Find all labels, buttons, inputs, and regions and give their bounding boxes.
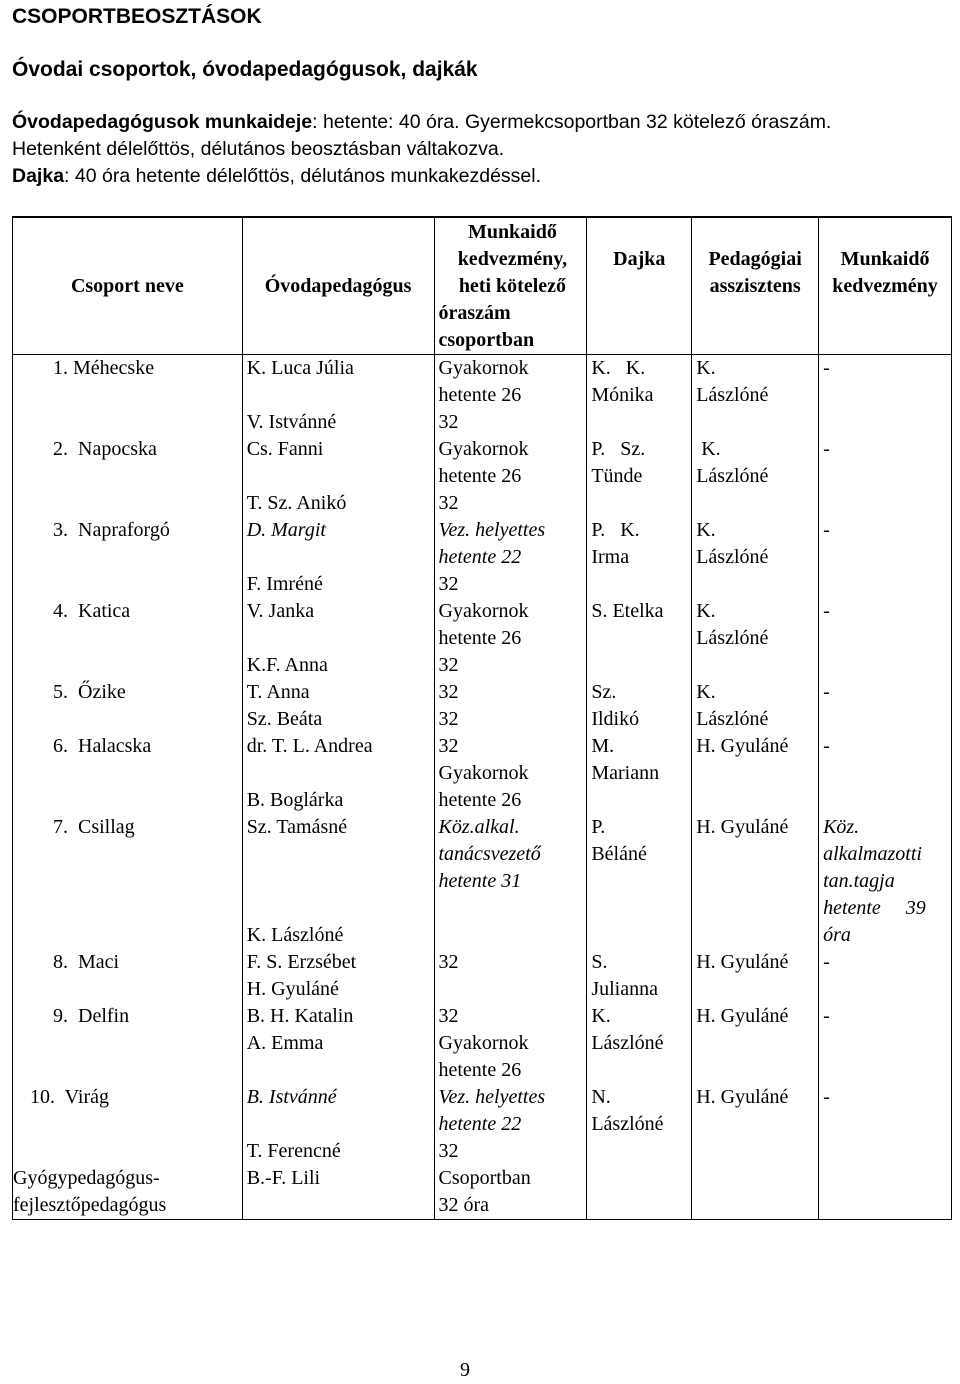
group-line: 10. Virág [30, 1086, 109, 1108]
teacher-line: Cs. Fanni [246, 438, 324, 460]
group-cell [13, 1084, 243, 1165]
assistant-cell [692, 679, 819, 733]
assistant-line: K. [696, 357, 716, 379]
teacher-line: K. Luca Júlia [246, 357, 354, 379]
nanny-cell [587, 517, 692, 598]
assistant-line: Lászlóné [696, 546, 769, 568]
assistant-line: H. Gyuláné [696, 735, 789, 757]
teacher-cell [242, 814, 434, 949]
group-line [30, 1138, 242, 1165]
table-row [13, 949, 952, 1003]
hours-line: 32 [438, 951, 459, 973]
hours-line: hetente 26 [438, 465, 522, 487]
benefit-cell [819, 598, 952, 679]
nanny-line: K. [591, 1005, 611, 1027]
teacher-line: A. Emma [246, 1032, 324, 1054]
group-line [30, 1111, 242, 1138]
teacher-cell [242, 436, 434, 517]
benefit-cell [819, 733, 952, 814]
group-line [53, 976, 242, 1003]
table-row [13, 517, 952, 598]
hours-line: Vez. helyettes [438, 1086, 546, 1108]
header-nanny-label: Dajka [613, 248, 666, 270]
teacher-cell [242, 733, 434, 814]
group-line: 5. Őzike [53, 681, 126, 703]
group-line [53, 571, 242, 598]
hours-line: 32 [438, 492, 459, 514]
group-cell [13, 949, 243, 1003]
assistant-cell [692, 436, 819, 517]
hours-line: 32 [438, 1140, 459, 1162]
header-assistant-line: Pedagógiai [708, 248, 802, 270]
assistant-line: K. [696, 600, 716, 622]
teacher-line [247, 1111, 434, 1138]
teacher-line: Sz. Tamásné [246, 816, 348, 838]
nanny-line: P. K. [591, 519, 640, 541]
hours-line: Gyakornok [438, 600, 529, 622]
header-group-label: Csoport neve [70, 274, 184, 297]
benefit-cell [819, 436, 952, 517]
nanny-line: S. [591, 951, 608, 973]
group-line: 4. Katica [53, 600, 131, 622]
table-row [13, 1084, 952, 1165]
teacher-line: T. Ferencné [246, 1140, 341, 1162]
teacher-cell [242, 517, 434, 598]
header-hours-line: csoportban [438, 328, 535, 351]
nanny-line: P. [591, 816, 606, 838]
benefit-line: Köz. [823, 816, 860, 838]
assistant-line [696, 1165, 818, 1192]
hours-line: Csoportban [438, 1167, 531, 1189]
header-group [13, 217, 243, 355]
teacher-line: F. S. Erzsébet [246, 951, 357, 973]
intro-line-3 [12, 163, 952, 190]
assistant-line: K. [696, 519, 716, 541]
benefit-line: óra [823, 924, 851, 946]
header-teacher [242, 217, 434, 355]
hours-line: hetente 26 [438, 1059, 522, 1081]
nanny-cell [587, 679, 692, 733]
group-line [53, 544, 242, 571]
hours-line: hetente 26 [438, 627, 522, 649]
header-hours-line: kedvezmény, [457, 247, 568, 270]
hours-cell [434, 598, 587, 679]
intro-line-3-bold: Dajka [12, 165, 65, 187]
assistant-line: Lászlóné [696, 465, 769, 487]
nanny-cell [587, 814, 692, 949]
benefit-line: - [823, 951, 830, 973]
intro-paragraph [12, 109, 952, 190]
header-benefit [819, 217, 952, 355]
hours-line: 32 [438, 681, 459, 703]
hours-line: 32 [438, 654, 459, 676]
intro-line-1-rest: : hetente: 40 óra. Gyermekcsoportban 32 kötelező óraszám. [312, 111, 832, 133]
hours-line: Gyakornok [438, 357, 529, 379]
page-number: 9 [460, 1359, 470, 1381]
page-subtitle: Óvodai csoportok, óvodapedagógusok, dajkák [12, 58, 478, 81]
hours-line: Gyakornok [438, 438, 529, 460]
assistant-cell [692, 949, 819, 1003]
group-cell [13, 733, 243, 814]
teacher-line [247, 1057, 434, 1084]
hours-line: hetente 26 [438, 789, 522, 811]
benefit-cell [819, 814, 952, 949]
assistant-cell [692, 1084, 819, 1165]
group-line [53, 706, 242, 733]
hours-line: 32 [438, 1005, 459, 1027]
nanny-cell [587, 436, 692, 517]
benefit-cell [819, 679, 952, 733]
benefit-line: - [823, 519, 830, 541]
benefit-line: alkalmazotti [823, 843, 922, 865]
group-line [53, 787, 242, 814]
assistant-line: Lászlóné [696, 627, 769, 649]
nanny-line: Tünde [591, 465, 643, 487]
hours-cell [434, 355, 587, 437]
hours-cell [434, 733, 587, 814]
teacher-line [247, 382, 434, 409]
page-title: CSOPORTBEOSZTÁSOK [12, 5, 262, 28]
table-row [13, 733, 952, 814]
table-row [13, 598, 952, 679]
nanny-line: Irma [591, 546, 630, 568]
benefit-line [823, 1165, 951, 1192]
header-assistant [692, 217, 819, 355]
intro-line-3-rest: : 40 óra hetente délelőttös, délutános munkakezdéssel. [64, 165, 542, 187]
group-line [53, 652, 242, 679]
teacher-line [247, 544, 434, 571]
hours-line: Gyakornok [438, 1032, 529, 1054]
schedule-table [12, 216, 952, 1220]
group-line [53, 841, 242, 868]
header-assistant-line: asszisztens [709, 275, 801, 297]
group-cell [13, 814, 243, 949]
nanny-line: Lászlóné [591, 1113, 664, 1135]
teacher-line: dr. T. L. Andrea [246, 735, 373, 757]
assistant-cell [692, 1003, 819, 1084]
nanny-line: Lászlóné [591, 1032, 664, 1054]
benefit-cell [819, 949, 952, 1003]
hours-line: Köz.alkal. [438, 816, 520, 838]
nanny-line: Béláné [591, 843, 647, 865]
hours-cell [434, 517, 587, 598]
teacher-line: B. Boglárka [246, 789, 344, 811]
nanny-cell [587, 355, 692, 437]
group-line: 2. Napocska [53, 438, 157, 460]
benefit-line: - [823, 438, 830, 460]
benefit-cell [819, 1165, 952, 1220]
nanny-line: P. Sz. [591, 438, 646, 460]
group-line [53, 760, 242, 787]
hours-cell [434, 679, 587, 733]
benefit-cell [819, 1003, 952, 1084]
benefit-line: - [823, 1086, 830, 1108]
teacher-line [247, 841, 434, 868]
hours-line: 32 [438, 708, 459, 730]
teacher-line: T. Anna [246, 681, 310, 703]
hours-line: tanácsvezető [438, 843, 541, 865]
table-row [13, 355, 952, 437]
teacher-cell [242, 598, 434, 679]
teacher-cell [242, 949, 434, 1003]
header-hours [434, 217, 587, 355]
group-line [53, 1057, 242, 1084]
hours-line: hetente 22 [438, 546, 522, 568]
hours-line: Vez. helyettes [438, 519, 546, 541]
assistant-line: H. Gyuláné [696, 951, 789, 973]
assistant-line: K. [696, 438, 721, 460]
teacher-line: K. Lászlóné [246, 924, 344, 946]
assistant-cell [692, 355, 819, 437]
group-line: 9. Delfin [53, 1005, 130, 1027]
teacher-line: V. Janka [246, 600, 315, 622]
group-line [53, 922, 242, 949]
hours-cell [434, 949, 587, 1003]
table-header-row [13, 217, 952, 355]
nanny-line: K. K. [591, 357, 646, 379]
hours-line: hetente 22 [438, 1113, 522, 1135]
hours-cell [434, 1003, 587, 1084]
header-hours-line: óraszám [438, 301, 511, 324]
teacher-line: K.F. Anna [246, 654, 328, 676]
teacher-line: B. H. Katalin [246, 1005, 354, 1027]
header-benefit-line: Munkaidő [840, 248, 930, 270]
assistant-cell [692, 1165, 819, 1220]
teacher-cell [242, 1084, 434, 1165]
group-line [53, 625, 242, 652]
nanny-line: Mariann [591, 762, 660, 784]
nanny-cell [587, 1165, 692, 1220]
hours-line: 32 óra [438, 1194, 490, 1216]
assistant-line: Lászlóné [696, 384, 769, 406]
header-benefit-line: kedvezmény [832, 275, 938, 297]
benefit-line: - [823, 357, 830, 379]
benefit-line: hetente 39 [823, 897, 926, 919]
table-row [13, 1165, 952, 1220]
nanny-line [591, 1165, 691, 1192]
hours-line: hetente 31 [438, 870, 522, 892]
group-line [53, 895, 242, 922]
table-row [13, 1003, 952, 1084]
group-line: 1. Méhecske [53, 357, 155, 379]
group-line: 6. Halacska [53, 735, 152, 757]
teacher-cell [242, 1003, 434, 1084]
nanny-cell [587, 949, 692, 1003]
teacher-line: V. Istvánné [246, 411, 337, 433]
hours-line: 32 [438, 735, 459, 757]
benefit-line: tan.tagja [823, 870, 895, 892]
benefit-line: - [823, 1005, 830, 1027]
hours-cell [434, 436, 587, 517]
hours-cell [434, 814, 587, 949]
hours-cell [434, 1084, 587, 1165]
benefit-line: - [823, 735, 830, 757]
table-row [13, 679, 952, 733]
hours-line: 32 [438, 411, 459, 433]
group-cell [13, 679, 243, 733]
group-line: 7. Csillag [53, 816, 135, 838]
group-cell [13, 1165, 243, 1220]
teacher-line: D. Margit [246, 519, 326, 541]
group-line: fejlesztőpedagógus [13, 1194, 167, 1216]
group-cell [13, 436, 243, 517]
benefit-cell [819, 1084, 952, 1165]
teacher-line [247, 760, 434, 787]
teacher-line: B.-F. Lili [246, 1167, 321, 1189]
teacher-line: Sz. Beáta [246, 708, 323, 730]
hours-line: Gyakornok [438, 762, 529, 784]
intro-line-1-bold: Óvodapedagógusok munkaideje [12, 111, 313, 133]
group-cell [13, 355, 243, 437]
intro-line-2: Hetenként délelőttös, délutános beosztásban váltakozva. [12, 138, 505, 160]
teacher-line: H. Gyuláné [246, 978, 339, 1000]
table-row [13, 436, 952, 517]
group-line [53, 1030, 242, 1057]
header-nanny [587, 217, 692, 355]
assistant-line: H. Gyuláné [696, 1005, 789, 1027]
teacher-line: B. Istvánné [246, 1086, 337, 1108]
group-line: 8. Maci [53, 951, 120, 973]
teacher-line [247, 625, 434, 652]
group-line [53, 409, 242, 436]
nanny-line: N. [591, 1086, 611, 1108]
group-line: Gyógypedagógus- [13, 1167, 160, 1189]
intro-line-1 [12, 109, 952, 136]
group-cell [13, 598, 243, 679]
nanny-line: Mónika [591, 384, 654, 406]
group-line [53, 868, 242, 895]
group-line [53, 382, 242, 409]
hours-line: hetente 26 [438, 384, 522, 406]
group-line: 3. Napraforgó [53, 519, 170, 541]
assistant-line: H. Gyuláné [696, 1086, 789, 1108]
assistant-cell [692, 733, 819, 814]
nanny-cell [587, 1003, 692, 1084]
assistant-line: H. Gyuláné [696, 816, 789, 838]
teacher-cell [242, 355, 434, 437]
teacher-line: T. Sz. Anikó [246, 492, 347, 514]
table-body [13, 355, 952, 1220]
teacher-line [247, 895, 434, 922]
benefit-cell [819, 355, 952, 437]
group-cell [13, 1003, 243, 1084]
teacher-cell [242, 1165, 434, 1220]
nanny-line: Sz. [591, 681, 617, 703]
nanny-line: Julianna [591, 978, 658, 1000]
assistant-line: K. [696, 681, 716, 703]
hours-line: 32 [438, 573, 459, 595]
teacher-line [247, 868, 434, 895]
assistant-line: Lászlóné [696, 708, 769, 730]
benefit-line: - [823, 681, 830, 703]
group-line [53, 490, 242, 517]
table-row [13, 814, 952, 949]
teacher-line [247, 463, 434, 490]
group-line [53, 463, 242, 490]
assistant-cell [692, 517, 819, 598]
assistant-cell [692, 598, 819, 679]
group-cell [13, 517, 243, 598]
header-teacher-label: Óvodapedagógus [264, 274, 412, 297]
hours-cell [434, 1165, 587, 1220]
benefit-cell [819, 517, 952, 598]
teacher-cell [242, 679, 434, 733]
nanny-cell [587, 1084, 692, 1165]
header-hours-line: Munkaidő [467, 220, 557, 243]
nanny-line: S. Etelka [591, 600, 664, 622]
nanny-cell [587, 598, 692, 679]
benefit-line: - [823, 600, 830, 622]
nanny-line: M. [591, 735, 615, 757]
header-hours-line: heti kötelező [458, 274, 566, 297]
nanny-line: Ildikó [591, 708, 640, 730]
teacher-line: F. Imréné [246, 573, 323, 595]
nanny-cell [587, 733, 692, 814]
assistant-cell [692, 814, 819, 949]
